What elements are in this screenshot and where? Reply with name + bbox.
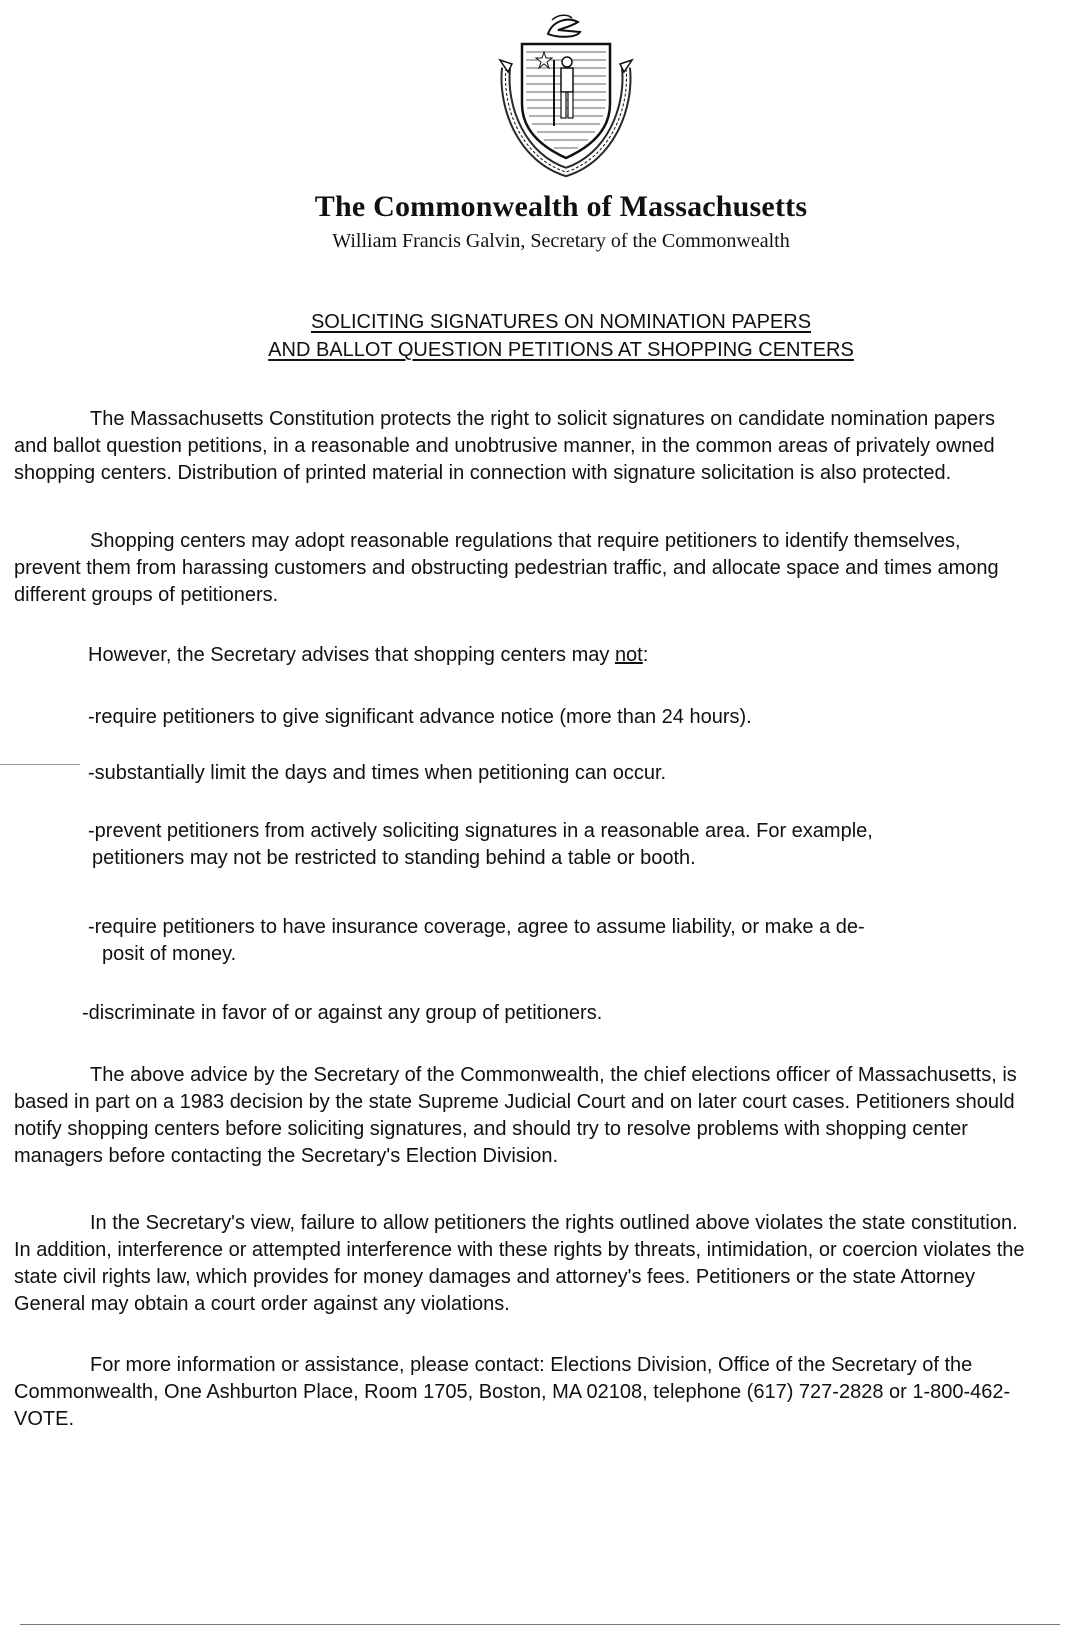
advisory-intro <box>88 642 1008 669</box>
advisory-intro-text: However, the Secretary advises that shopping centers may <box>88 644 615 666</box>
bullet-insurance-line-2: posit of money. <box>102 943 237 965</box>
bullet-insurance-line-1: -require petitioners to have insurance coverage, agree to assume liability, or make a de- <box>88 916 865 938</box>
bullet-soliciting-area-line-2: petitioners may not be restricted to standing behind a table or booth. <box>92 847 696 869</box>
bullet-insurance <box>88 914 1008 968</box>
paragraph-contact-info: For more information or assistance, please contact: Elections Division, Office of the Secretary of the Commonwealth, One Ashburton Place, Room 1705, Boston, MA 02108, telephone (617) 727-2828 or 1-800-462-VOTE. <box>14 1354 1011 1430</box>
paragraph-advice-basis: The above advice by the Secretary of the Commonwealth, the chief elections officer of Massachusetts, is based in part on a 1983 decision by the state Supreme Judicial Court and on later court cases. Petitioners should notify shopping centers before soliciting signatures, and should try to resolve problems with shopping center managers before contacting the Secretary's Election Division. <box>14 1064 1017 1167</box>
massachusetts-state-seal-icon <box>492 8 640 178</box>
paragraph-secretary-view: In the Secretary's view, failure to allow petitioners the rights outlined above violates the state constitution. In addition, interference or attempted interference with these rights by threats, intimidation, or coercion violates the state civil rights law, which provides for money damages and attorney's fees. Petitioners or the state Attorney General may obtain a court order against any violations. <box>14 1212 1025 1315</box>
bullet-discriminate: -discriminate in favor of or against any group of petitioners. <box>82 1002 603 1024</box>
document-heading <box>0 308 1086 364</box>
advisory-intro-emphasis: not <box>614 644 643 666</box>
bullet-advance-notice: -require petitioners to give significant advance notice (more than 24 hours). <box>88 706 752 728</box>
scan-artifact-line <box>0 764 80 765</box>
bullet-limit-days: -substantially limit the days and times when petitioning can occur. <box>88 762 667 784</box>
document-heading-line-1: SOLICITING SIGNATURES ON NOMINATION PAPERS <box>310 311 812 333</box>
paragraph-constitution: The Massachusetts Constitution protects the right to solicit signatures on candidate nomination papers and ballot question petitions, in a reasonable and unobtrusive manner, in the common areas of privately owned shopping centers. Distribution of printed material in connection with signature solicitation is also protected. <box>14 408 995 484</box>
bullet-soliciting-area-line-1: -prevent petitioners from actively soliciting signatures in a reasonable area. For example, <box>88 820 873 842</box>
org-title: The Commonwealth of Massachusetts <box>314 190 808 223</box>
document-heading-line-2: AND BALLOT QUESTION PETITIONS AT SHOPPING CENTERS <box>268 339 854 361</box>
paragraph-regulations: Shopping centers may adopt reasonable regulations that require petitioners to identify themselves, prevent them from harassing customers and obstructing pedestrian traffic, and allocate space and times among different groups of petitioners. <box>14 530 999 606</box>
bullet-soliciting-area <box>88 818 1008 872</box>
page-bottom-rule <box>20 1624 1060 1625</box>
org-subtitle: William Francis Galvin, Secretary of the Commonwealth <box>332 230 790 252</box>
advisory-intro-colon: : <box>642 644 649 666</box>
